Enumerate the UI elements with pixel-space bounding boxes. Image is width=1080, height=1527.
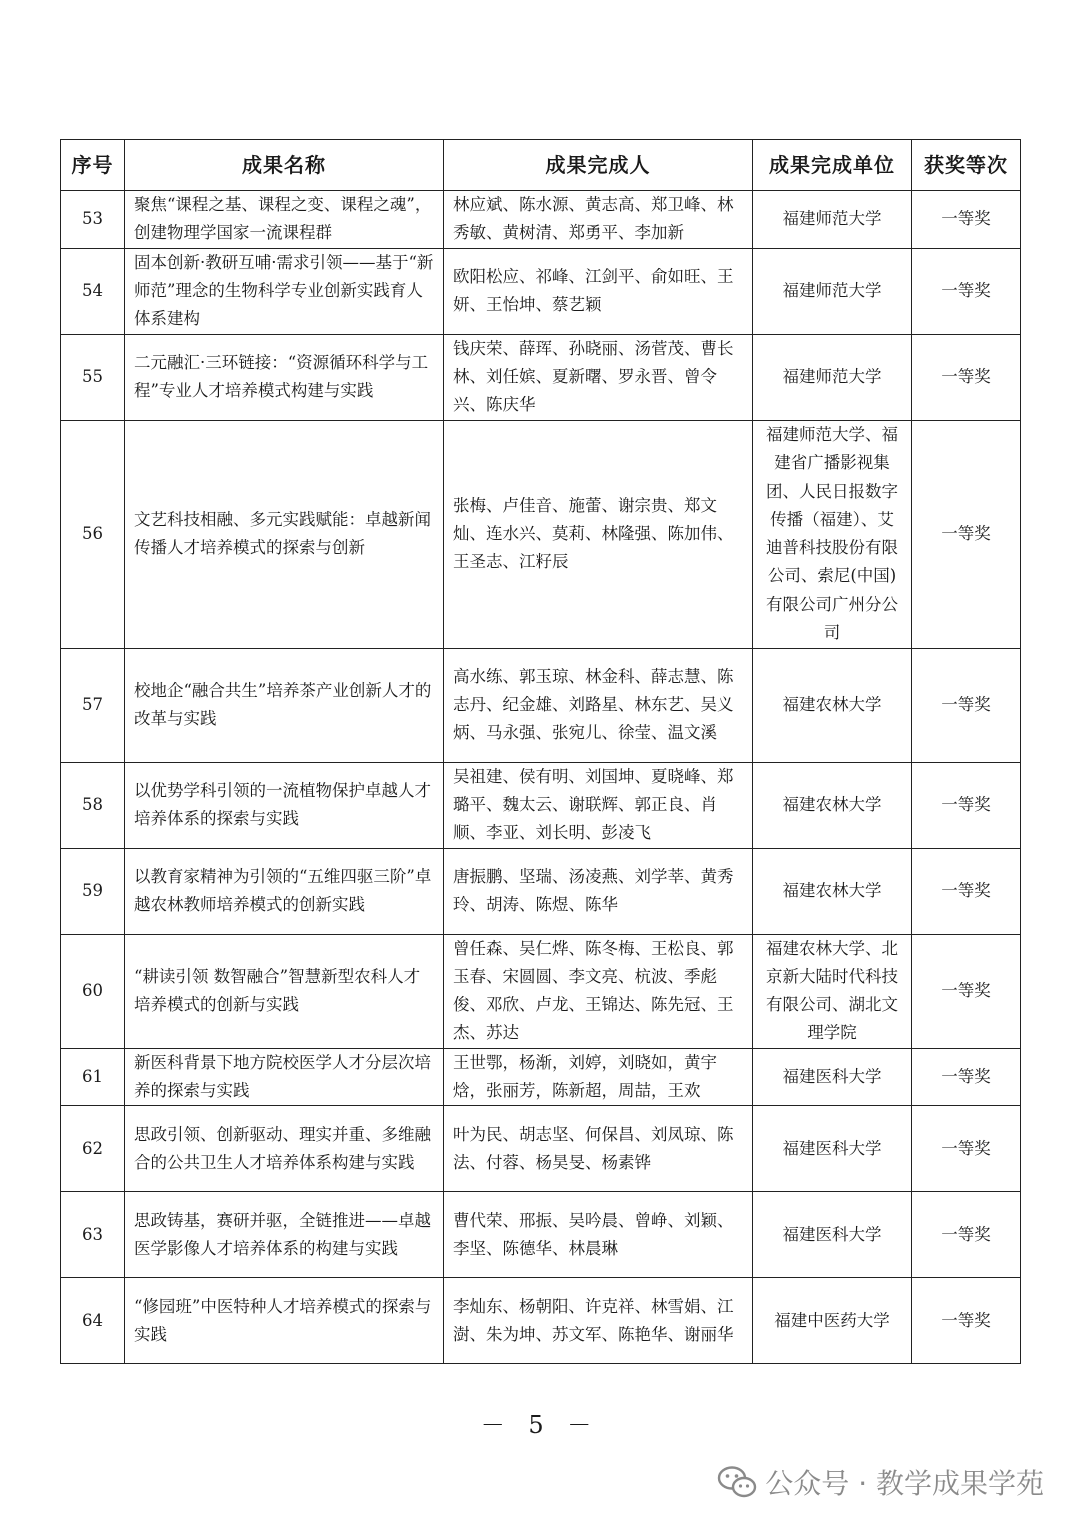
row-number: 57 bbox=[61, 648, 125, 762]
table-row bbox=[61, 648, 1021, 762]
table-row bbox=[61, 934, 1021, 1048]
contributors: 钱庆荣、薛珲、孙晓丽、汤菅茂、曹长林、刘任嫔、夏新曙、罗永晋、曾令兴、陈庆华 bbox=[444, 334, 753, 420]
institution: 福建师范大学 bbox=[753, 334, 912, 420]
row-number: 64 bbox=[61, 1278, 125, 1364]
table-row bbox=[61, 1192, 1021, 1278]
header-unit: 成果完成单位 bbox=[753, 140, 912, 191]
institution: 福建农林大学 bbox=[753, 848, 912, 934]
institution: 福建中医药大学 bbox=[753, 1278, 912, 1364]
institution: 福建医科大学 bbox=[753, 1106, 912, 1192]
row-number: 62 bbox=[61, 1106, 125, 1192]
row-number: 56 bbox=[61, 420, 125, 648]
achievement-name: 思政铸基，赛研并驱，全链推进——卓越医学影像人才培养体系的构建与实践 bbox=[125, 1192, 444, 1278]
award-level: 一等奖 bbox=[912, 934, 1021, 1048]
institution: 福建农林大学、北京新大陆时代科技有限公司、湖北文理学院 bbox=[753, 934, 912, 1048]
institution: 福建农林大学 bbox=[753, 648, 912, 762]
table-row bbox=[61, 420, 1021, 648]
table-row bbox=[61, 848, 1021, 934]
header-name: 成果名称 bbox=[125, 140, 444, 191]
institution: 福建医科大学 bbox=[753, 1192, 912, 1278]
page-number: － 5 － bbox=[480, 1411, 600, 1439]
contributors: 高水练、郭玉琼、林金科、薛志慧、陈志丹、纪金雄、刘路星、林东艺、吴义炳、马永强、张宛儿、徐莹、温文溪 bbox=[444, 648, 753, 762]
award-level: 一等奖 bbox=[912, 334, 1021, 420]
award-level: 一等奖 bbox=[912, 248, 1021, 334]
award-level: 一等奖 bbox=[912, 1106, 1021, 1192]
achievement-name: 二元融汇·三环链接：“资源循环科学与工程”专业人才培养模式构建与实践 bbox=[125, 334, 444, 420]
achievement-name: 文艺科技相融、多元实践赋能：卓越新闻传播人才培养模式的探索与创新 bbox=[125, 420, 444, 648]
contributors: 张梅、卢佳音、施蕾、谢宗贵、郑文灿、连水兴、莫莉、林隆强、陈加伟、王圣志、江籽辰 bbox=[444, 420, 753, 648]
achievement-name: “耕读引领 数智融合”智慧新型农科人才培养模式的创新与实践 bbox=[125, 934, 444, 1048]
achievement-name: 以教育家精神为引领的“五维四驱三阶”卓越农林教师培养模式的创新实践 bbox=[125, 848, 444, 934]
achievement-name: “修园班”中医特种人才培养模式的探索与实践 bbox=[125, 1278, 444, 1364]
row-number: 55 bbox=[61, 334, 125, 420]
awards-table bbox=[60, 139, 1021, 1364]
contributors: 李灿东、杨朝阳、许克祥、林雪娟、江澍、朱为坤、苏文军、陈艳华、谢丽华 bbox=[444, 1278, 753, 1364]
institution: 福建师范大学 bbox=[753, 248, 912, 334]
row-number: 60 bbox=[61, 934, 125, 1048]
award-level: 一等奖 bbox=[912, 191, 1021, 249]
watermark bbox=[717, 1462, 1044, 1502]
header-award: 获奖等次 bbox=[912, 140, 1021, 191]
table-row bbox=[61, 1278, 1021, 1364]
row-number: 59 bbox=[61, 848, 125, 934]
header-no: 序号 bbox=[61, 140, 125, 191]
contributors: 叶为民、胡志坚、何保昌、刘凤琼、陈法、付蓉、杨昊旻、杨素铧 bbox=[444, 1106, 753, 1192]
institution: 福建师范大学 bbox=[753, 191, 912, 249]
institution: 福建农林大学 bbox=[753, 762, 912, 848]
institution: 福建师范大学、福建省广播影视集团、人民日报数字传播（福建）、艾迪普科技股份有限公司、索尼(中国)有限公司广州分公司 bbox=[753, 420, 912, 648]
contributors: 吴祖建、侯有明、刘国坤、夏晓峰、郑璐平、魏太云、谢联辉、郭正良、肖顺、李亚、刘长明、彭凌飞 bbox=[444, 762, 753, 848]
award-level: 一等奖 bbox=[912, 1192, 1021, 1278]
table-row bbox=[61, 1106, 1021, 1192]
contributors: 王世鄂，杨渐，刘婷，刘晓如，黄宇焓，张丽芳，陈新超，周喆，王欢 bbox=[444, 1048, 753, 1106]
achievement-name: 以优势学科引领的一流植物保护卓越人才培养体系的探索与实践 bbox=[125, 762, 444, 848]
award-level: 一等奖 bbox=[912, 420, 1021, 648]
table-row bbox=[61, 248, 1021, 334]
award-level: 一等奖 bbox=[912, 1278, 1021, 1364]
header-people: 成果完成人 bbox=[444, 140, 753, 191]
award-level: 一等奖 bbox=[912, 1048, 1021, 1106]
wechat-icon bbox=[717, 1465, 757, 1499]
table-row bbox=[61, 191, 1021, 249]
contributors: 林应斌、陈水源、黄志高、郑卫峰、林秀敏、黄树清、郑勇平、李加新 bbox=[444, 191, 753, 249]
institution: 福建医科大学 bbox=[753, 1048, 912, 1106]
table-row bbox=[61, 334, 1021, 420]
table-header-row bbox=[61, 140, 1021, 191]
achievement-name: 新医科背景下地方院校医学人才分层次培养的探索与实践 bbox=[125, 1048, 444, 1106]
table-row bbox=[61, 1048, 1021, 1106]
contributors: 欧阳松应、祁峰、江剑平、俞如旺、王妍、王怡坤、蔡艺颖 bbox=[444, 248, 753, 334]
contributors: 唐振鹏、坚瑞、汤凌燕、刘学莘、黄秀玲、胡涛、陈煜、陈华 bbox=[444, 848, 753, 934]
row-number: 53 bbox=[61, 191, 125, 249]
table-row bbox=[61, 762, 1021, 848]
achievement-name: 固本创新·教研互哺·需求引领——基于“新师范”理念的生物科学专业创新实践育人体系建构 bbox=[125, 248, 444, 334]
row-number: 58 bbox=[61, 762, 125, 848]
award-level: 一等奖 bbox=[912, 762, 1021, 848]
row-number: 54 bbox=[61, 248, 125, 334]
achievement-name: 思政引领、创新驱动、理实并重、多维融合的公共卫生人才培养体系构建与实践 bbox=[125, 1106, 444, 1192]
achievement-name: 聚焦“课程之基、课程之变、课程之魂”，创建物理学国家一流课程群 bbox=[125, 191, 444, 249]
award-level: 一等奖 bbox=[912, 648, 1021, 762]
row-number: 61 bbox=[61, 1048, 125, 1106]
watermark-text: 公众号 · 教学成果学苑 bbox=[765, 1467, 1044, 1500]
award-level: 一等奖 bbox=[912, 848, 1021, 934]
contributors: 曾任森、吴仁烨、陈冬梅、王松良、郭玉春、宋圆圆、李文亮、杭波、季彪俊、邓欣、卢龙、王锦达、陈先冠、王杰、苏达 bbox=[444, 934, 753, 1048]
achievement-name: 校地企“融合共生”培养茶产业创新人才的改革与实践 bbox=[125, 648, 444, 762]
contributors: 曹代荣、邢振、吴吟晨、曾峥、刘颖、李坚、陈德华、林晨琳 bbox=[444, 1192, 753, 1278]
row-number: 63 bbox=[61, 1192, 125, 1278]
